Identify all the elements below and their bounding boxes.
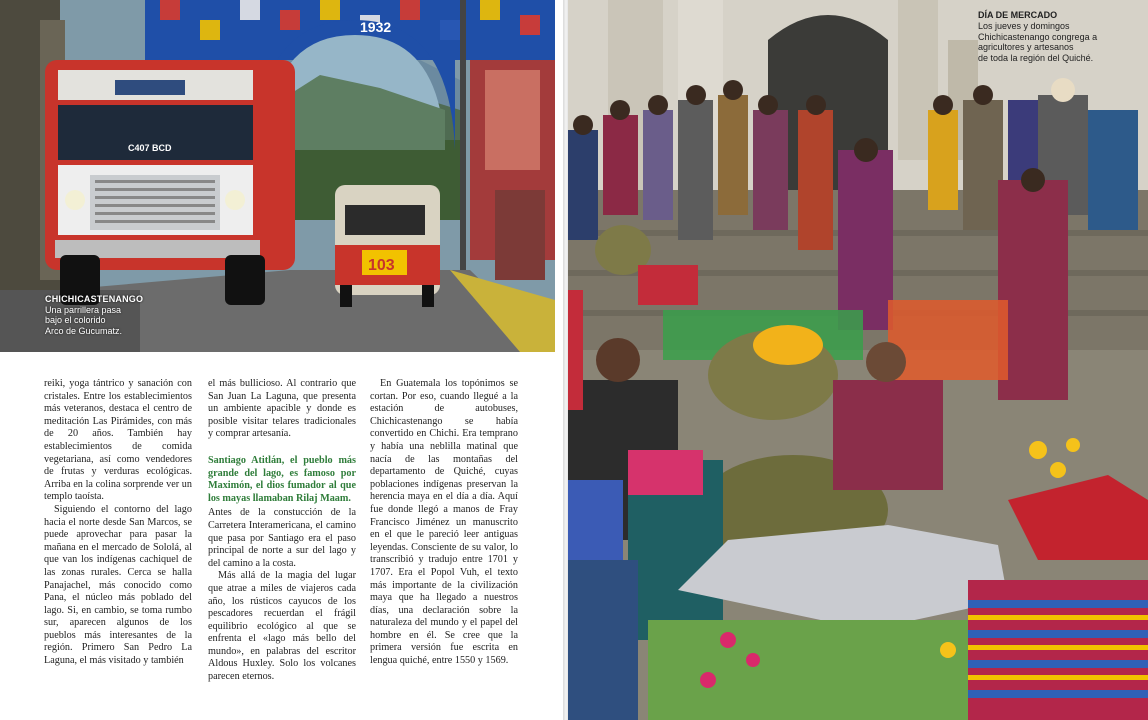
text-column-3	[370, 378, 518, 668]
caption-title: CHICHICASTENANGO	[45, 294, 144, 304]
paragraph: reiki, yoga tántrico y sanación con cristales. Entre los establecimientos más veteranos, destaca el centro de meditación Las Pirámides, con más de 20 años. También hay establecimientos de comida vegetariana, así como vendedores de frutas y verduras ecológicas. Arriba en la colina sorprende ver un templo taoísta.	[44, 378, 192, 503]
market-photo-caption	[978, 10, 1108, 64]
street-photo-caption	[45, 294, 143, 336]
text-column-1	[44, 378, 192, 668]
paragraph: el más bullicioso. Al contrario que San Juan La Laguna, que presenta un ambiente apacible y donde es posible visitar telares tradicionales y comprar artesanía.	[208, 378, 356, 440]
paragraph: Antes de la constucción de la Carretera Interamericana, el camino que pasa por Santiago era el paso principal de norte a sur del lago y del camino a la costa.	[208, 507, 356, 569]
caption-line: bajo el colorido	[45, 315, 106, 325]
market-photo	[568, 0, 1148, 720]
caption-line: de toda la región del Quiché.	[978, 53, 1094, 64]
street-photo	[0, 0, 555, 352]
bus-plate: C407 BCD	[128, 143, 172, 153]
caption-line: Los jueves y domingos	[978, 20, 1070, 31]
caption-line: agricultores y artesanos	[978, 42, 1074, 53]
paragraph: En Guatemala los topónimos se cortan. Por eso, cuando llegué a la estación de autobuses, Chichicastenango se había convertido en Chichi. Era temprano y había una neblilla matinal que nacía de las montañas del departamento de Quiché, cuyas poblaciones indígenas preservan la herencia maya en el día a día. Aquí fue donde llegó a manos de Fray Francisco Jiménez un manuscrito en el que le pareció leer antiguas leyendas. Consciente de su valor, lo transcribió y tradujo entre 1701 y 1707. Era el Popol Vuh, el texto más importante de la civilización maya que ha llegado a nuestros días, una declaración sobre la naturaleza del mundo y el papel del hombre en él. Se cree que la primera versión fue escrita en lengua quiché, entre 1550 y 1569.	[370, 378, 518, 667]
caption-line: Chichicastenango congrega a	[978, 31, 1098, 42]
caption-line: Una parrillera pasa	[45, 304, 122, 315]
caption-title: DÍA DE MERCADO	[978, 10, 1058, 20]
arch-year: 1932	[360, 19, 392, 35]
paragraph: Más allá de la magia del lugar que atrae a miles de viajeros cada año, los rústicos cayucos de los pescadores recuerdan el frágil equilibrio ecológico al que se enfrenta el «lago más bello del mundo», en palabras del escritor Aldous Huxley. Solo los volcanes parecen eternos.	[208, 570, 356, 683]
paragraph: Siguiendo el contorno del lago hacia el norte desde San Marcos, se puede aprovechar para pasar la mañana en el mercado de Sololá, al que van los indígenas cachiquel de las zonas rurales. Cerca se halla Panajachel, más conocido como Pana, el núcleo más poblado del lago. Si, en cambio, se toma rumbo sur, aparecen algunos de los pueblos más interesantes de la región. Primero San Pedro La Laguna, el más visitado y también	[44, 503, 192, 667]
text-column-2	[208, 378, 356, 684]
pull-quote: Santiago Atitlán, el pueblo más grande del lago, es famoso por Maximón, el dios fumador al que los mayas llamaban Rilaj Maam.	[208, 454, 356, 504]
left-page	[0, 0, 565, 720]
market-photo-illustration	[568, 0, 1148, 720]
tuktuk-number: 103	[368, 257, 395, 274]
caption-line: Arco de Gucumatz.	[45, 325, 123, 336]
